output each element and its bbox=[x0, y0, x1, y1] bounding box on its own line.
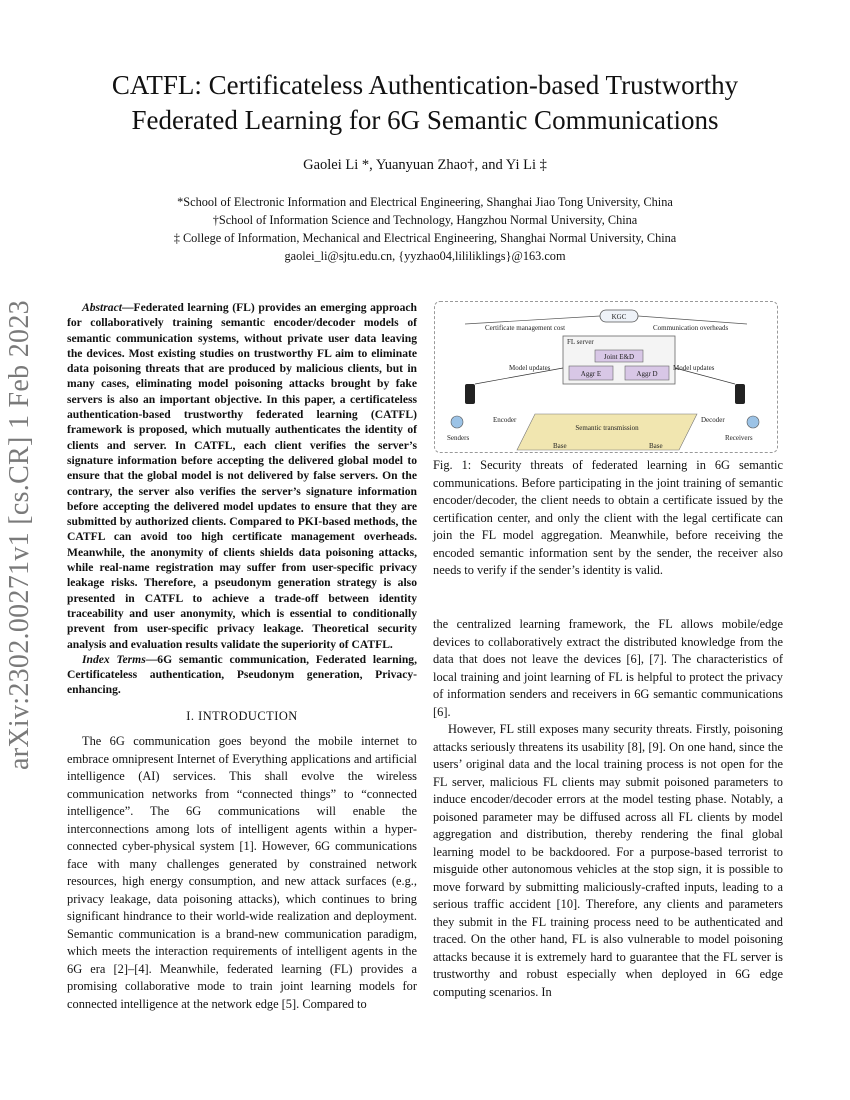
senders-label: Senders bbox=[447, 434, 470, 442]
section-heading: I. INTRODUCTION bbox=[186, 708, 298, 723]
figure-1 bbox=[434, 301, 778, 453]
abstract-lead: Abstract bbox=[82, 301, 122, 314]
cert-cost-label: Certificate management cost bbox=[485, 324, 566, 332]
semantic-transmission-label: Semantic transmission bbox=[575, 424, 639, 432]
index-terms-lead: Index Terms bbox=[82, 652, 146, 666]
fl-server-label: FL server bbox=[567, 338, 594, 346]
joint-erd-label: Joint E&D bbox=[603, 353, 635, 361]
decoder-label: Decoder bbox=[701, 416, 725, 424]
encoder-label: Encoder bbox=[493, 416, 517, 424]
base-right-label: Base bbox=[649, 442, 663, 450]
comm-overheads-label: Communication overheads bbox=[653, 324, 729, 332]
security-threat-diagram bbox=[435, 302, 777, 452]
model-updates-left-label: Model updates bbox=[509, 364, 551, 372]
intro-paragraph: The 6G communication goes beyond the mobile internet to embrace omnipresent Internet of Everything applications and artificial intelligence (AI) services. This shall evolve the wireless communication networks from “connected things” to “connected intelligence”. The 6G communications will enable the interconnections among lots of intelligent agents within a hyper-connected cyber-physical system [1]. However, 6G communications face with many challenges generated by constrained network resources, high energy consumption, and new attack surfaces (e.g., privacy leakage, data poisoning attacks), which continues to bring significant hindrance to their world-wide realization and deployment. Semantic communication is a brand-new communication paradigm, which meets the interaction requirements of intelligent agents in the 6G era [2]–[4]. Meanwhile, federated learning (FL) provides a promising collaborative mode to train joint learning models for connected intelligence at the network edge [5]. Compared to bbox=[67, 734, 417, 1011]
left-column bbox=[67, 300, 417, 1013]
model-updates-right-label: Model updates bbox=[673, 364, 715, 372]
author-list: Gaolei Li *, Yuanyuan Zhao†, and Yi Li ‡ bbox=[303, 157, 547, 173]
aggr-e-label: Aggr E bbox=[580, 370, 602, 378]
affiliation-1: *School of Electronic Information and Electrical Engineering, Shanghai Jiao Tong University, China bbox=[177, 195, 673, 209]
base-left-label: Base bbox=[553, 442, 567, 450]
index-terms bbox=[67, 652, 417, 698]
receiver-phone-icon bbox=[735, 384, 745, 404]
index-terms-text: —6G semantic communication, Federated learning, Certificateless authentication, Pseudonym generation, Privacy-enhancing. bbox=[67, 652, 417, 697]
intro-paragraph: the centralized learning framework, the FL allows mobile/edge devices to collaboratively extract the distributed knowledge from the data that does not leave the devices [6], [7]. The characteristics of local training and joint learning of FL is helpful to protect the privacy of information senders and receivers in 6G semantic communications [6]. bbox=[433, 617, 783, 719]
right-column bbox=[433, 616, 783, 1001]
intro-paragraph: However, FL still exposes many security threats. Firstly, poisoning attacks seriously threatens its usability [8], [9]. On one hand, since the users’ original data and the local training process is not open for the FL server, malicious FL clients may submit poisoned parameters to induce encoder/decoder errors at the model testing phase. Notably, a poisoned parameter may be diffused across all FL clients by model aggregation and distribution, thereby rendering the final global learning model to be backdoored. For a purpose-based terrorist to misguide other autonomous vehicles at the stop sign, it is possible to move forward by submitting maliciously-crafted inputs, leading to a serious traffic accident [10]. Therefore, any clients and parameters they submit in the FL training process need to be authenticated and traced. On the other hand, FL is also vulnerable to model poisoning attacks because it is extremely hard to guarantee that the FL server is trustworthy and robust especially when deployed in 6G edge computing scenarios. In bbox=[433, 722, 783, 999]
receiver-db-icon bbox=[747, 416, 759, 428]
figure-caption: Fig. 1: Security threats of federated learning in 6G semantic communications. Before participating in the joint training of semantic encoder/decoder, the client needs to obtain a certificate issued by the certification center, and only the client with the legal certificate can join the FL model aggregation. Meanwhile, before receiving the encoded semantic information sent by the sender, the receiver also needs to verify if the sender’s identity is valid. bbox=[433, 458, 783, 577]
author-emails: gaolei_li@sjtu.edu.cn, {yyzhao04,lililiklings}@163.com bbox=[284, 249, 566, 263]
abstract-text: —Federated learning (FL) provides an emerging approach for collaboratively training semantic encoder/decoder models of semantic communication systems, without private user data leaving the devices. Most existing studies on trustworthy FL aim to eliminate data poisoning threats that are produced by malicious clients, but in many cases, eliminating model poisoning attacks brought by fake servers is also an important objective. In this paper, a certificateless authentication-based trustworthy federated learning (CATFL) framework is proposed, which mutually authenticates the identity of clients and server. In CATFL, each client verifies the server’s signature information before accepting the delivered global model to ensure that the global model is not delivered by false servers. On the contrary, the server also verifies the server’s signature information before accepting the delivered model updates to ensure that they are submitted by authorized clients. Compared to PKI-based methods, the CATFL can avoid too high certificate management overheads. Meanwhile, the anonymity of clients shields data poisoning attacks, while real-name registration may suffer from user-specific privacy leakage risks. Therefore, a pseudonym generation strategy is also presented in CATFL to achieve a trade-off between identity traceability and user anonymity, which is essential to conditionally prevent from user-specific privacy leakage. Theoretical security analysis and evaluation results validate the superiority of CATFL. bbox=[67, 301, 417, 651]
paper-title: CATFL: Certificateless Authentication-based Trustworthy Federated Learning for 6G Semantic Communications bbox=[111, 70, 739, 135]
receivers-label: Receivers bbox=[725, 434, 753, 442]
kgc-label: KGC bbox=[611, 313, 627, 321]
affiliation-3: ‡ College of Information, Mechanical and Electrical Engineering, Shanghai Normal University, China bbox=[173, 231, 677, 245]
sender-phone-icon bbox=[465, 384, 475, 404]
arxiv-identifier: arXiv:2302.00271v1 [cs.CR] 1 Feb 2023 bbox=[4, 300, 35, 770]
abstract bbox=[67, 300, 417, 652]
aggr-d-label: Aggr D bbox=[636, 370, 658, 378]
affiliation-2: †School of Information Science and Technology, Hangzhou Normal University, China bbox=[212, 213, 638, 227]
transmission-plane bbox=[517, 414, 697, 450]
sender-db-icon bbox=[451, 416, 463, 428]
